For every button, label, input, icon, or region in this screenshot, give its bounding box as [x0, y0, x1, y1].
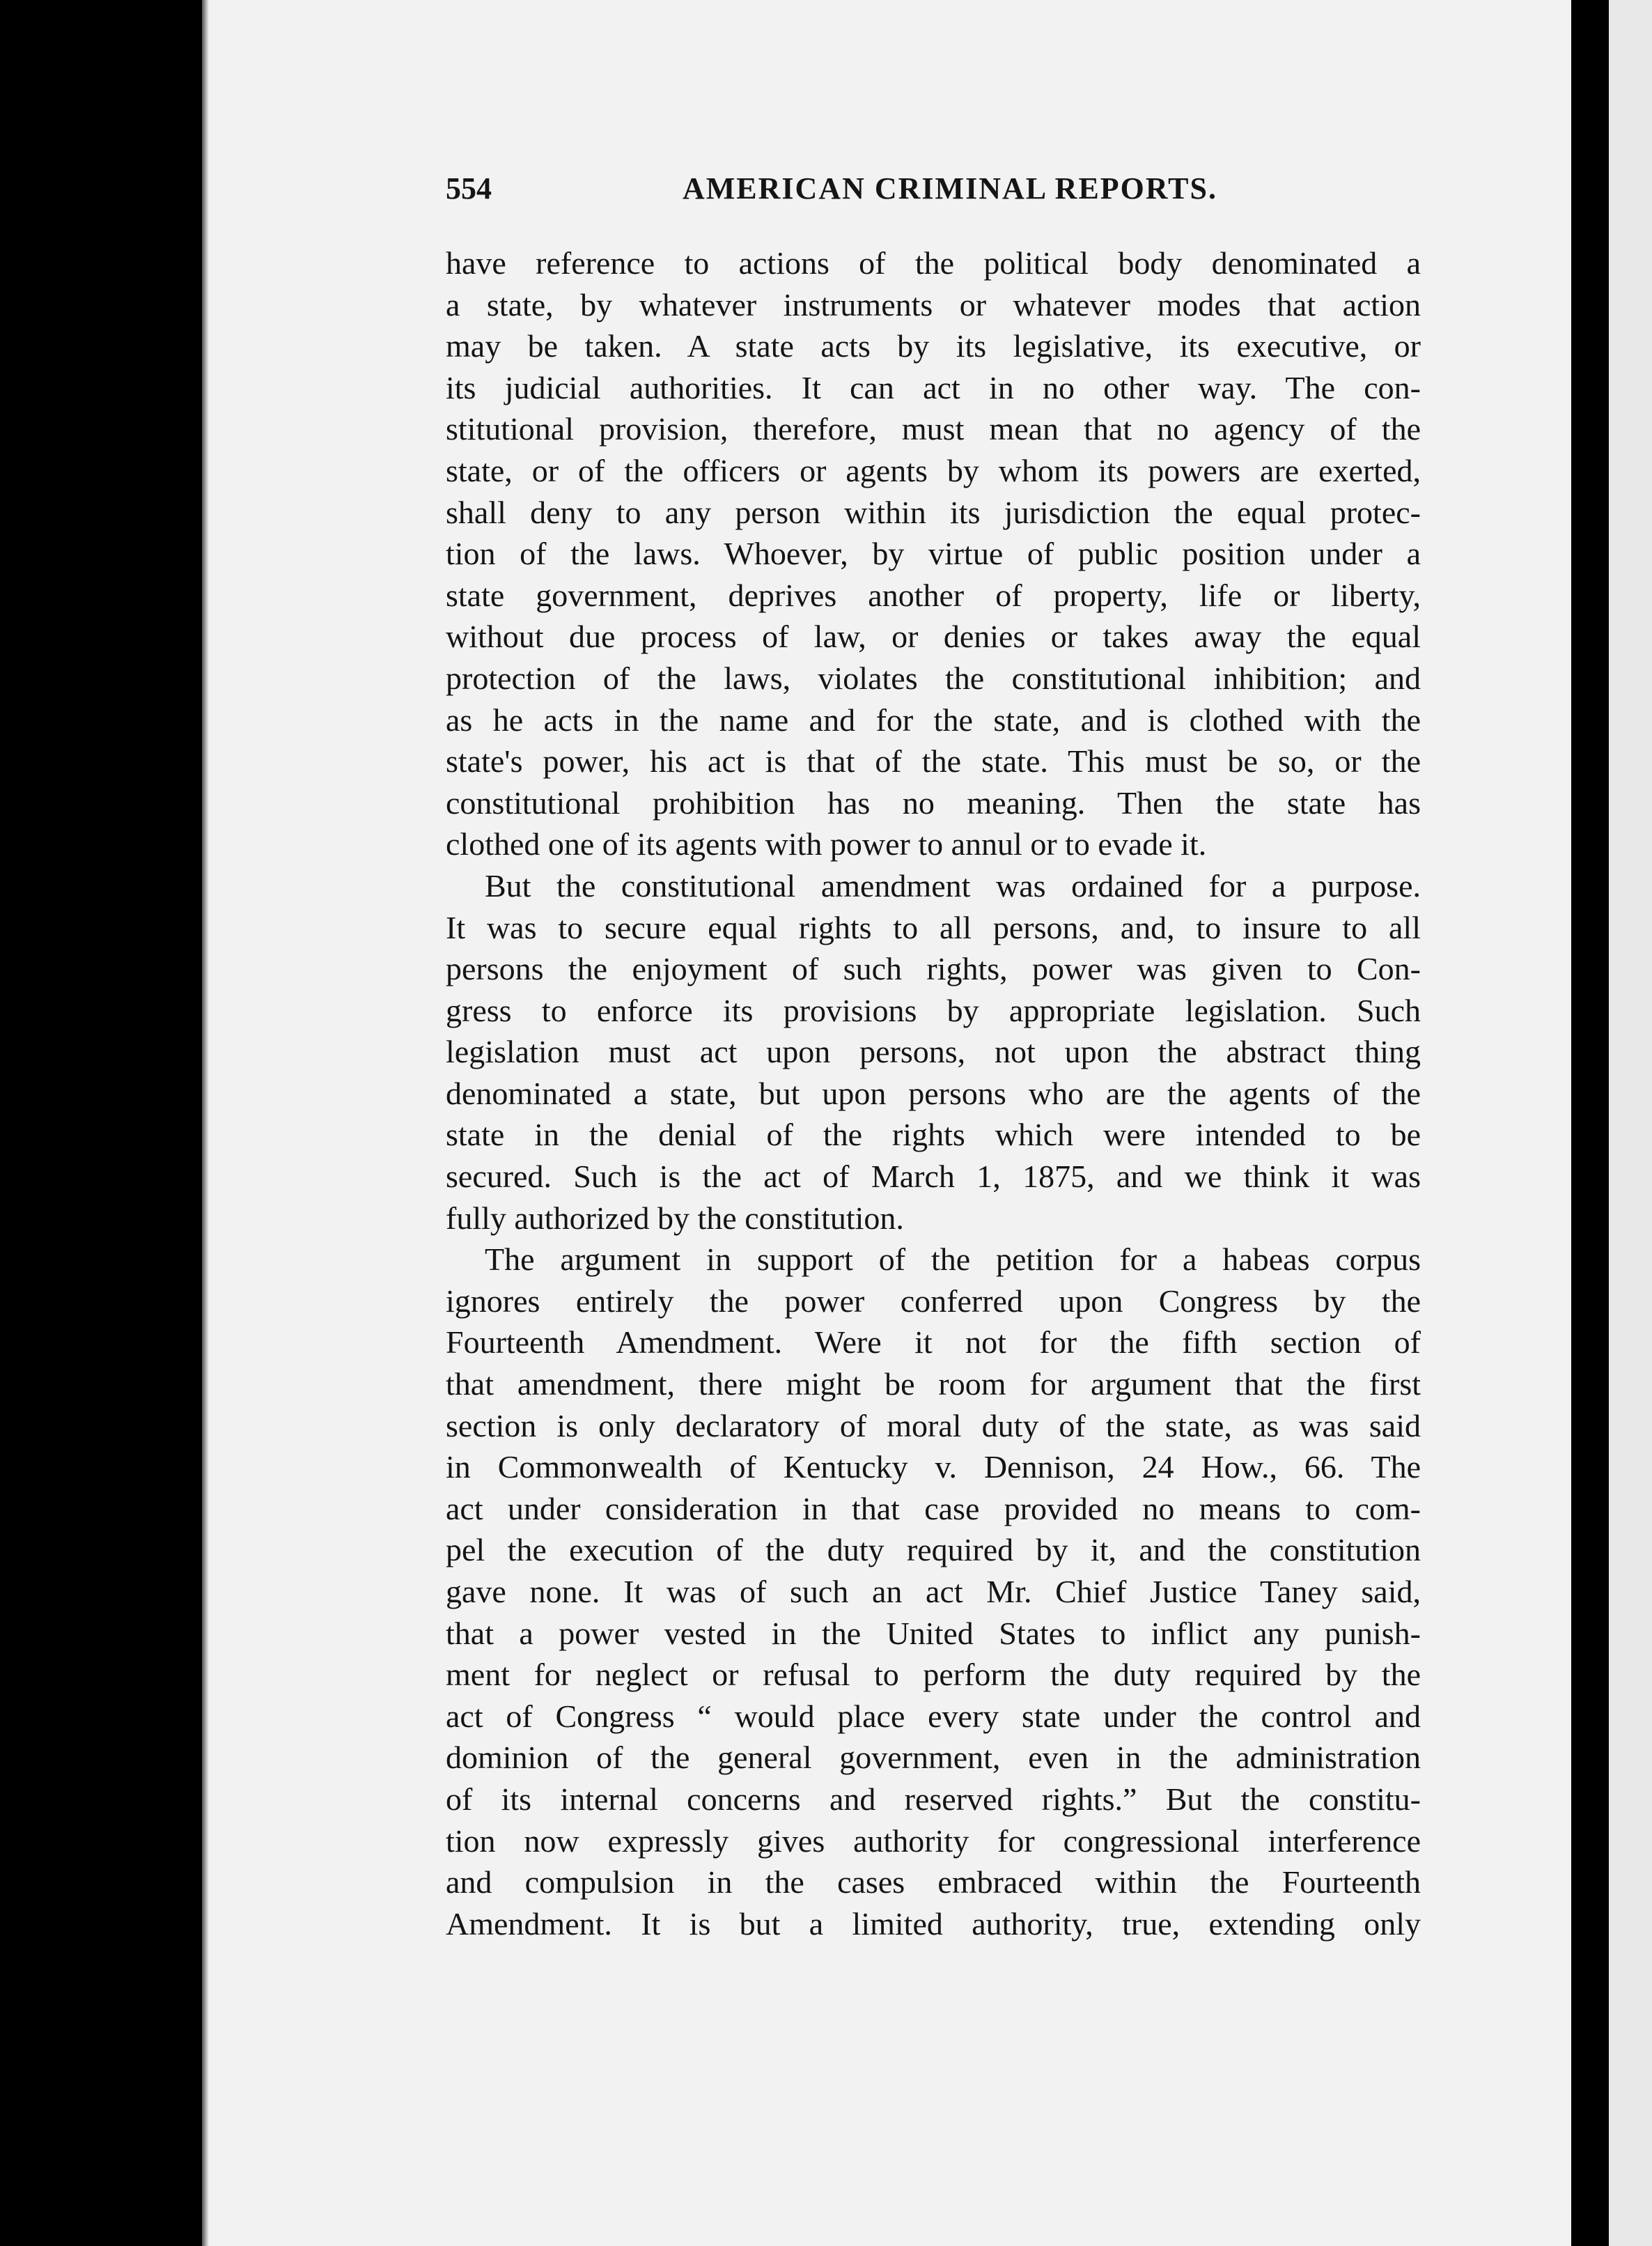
- text-line: its judicial authorities. It can act in no other way. The con-: [446, 369, 1421, 405]
- text-line: It was to secure equal rights to all persons, and, to insure to all: [446, 909, 1421, 945]
- text-line: ment for neglect or refusal to perform the duty required by the: [446, 1657, 1421, 1693]
- text-line: gave none. It was of such an act Mr. Chief Justice Taney said,: [446, 1574, 1421, 1609]
- text-line: a state, by whatever instruments or whatever modes that action: [446, 286, 1421, 323]
- paragraph-2: [446, 865, 1421, 1239]
- body-text: [446, 242, 1421, 1944]
- text-line: constitutional prohibition has no meaning. Then the state has: [446, 784, 1421, 821]
- text-line: state, or of the officers or agents by whom its powers are exerted,: [446, 452, 1421, 488]
- running-title: AMERICAN CRIMINAL REPORTS.: [683, 171, 1217, 206]
- text-line: act of Congress “ would place every state under the control and: [446, 1698, 1421, 1734]
- text-line: have reference to actions of the political body denominated a: [446, 245, 1421, 281]
- text-line: in Commonwealth of Kentucky v. Dennison, 24 How., 66. The: [446, 1449, 1421, 1485]
- text-line: that a power vested in the United States to inflict any punish-: [446, 1615, 1421, 1651]
- paragraph-1: [446, 242, 1421, 865]
- text-line: ignores entirely the power conferred upon Congress by the: [446, 1283, 1421, 1319]
- text-line: shall deny to any person within its jurisdiction the equal protec-: [446, 494, 1421, 530]
- text-line: Fourteenth Amendment. Were it not for the fifth section of: [446, 1324, 1421, 1361]
- text-line: of its internal concerns and reserved rights.” But the constitu-: [446, 1781, 1421, 1817]
- text-line: may be taken. A state acts by its legislative, its executive, or: [446, 328, 1421, 364]
- text-line: that amendment, there might be room for argument that the first: [446, 1366, 1421, 1402]
- text-line: act under consideration in that case provided no means to com-: [446, 1490, 1421, 1526]
- page-number: 554: [446, 171, 492, 206]
- text-line: dominion of the general government, even in the administration: [446, 1740, 1421, 1776]
- next-page-edge: [1609, 0, 1652, 2246]
- text-line: tion of the laws. Whoever, by virtue of public position under a: [446, 536, 1421, 572]
- text-line: But the constitutional amendment was ordained for a purpose.: [485, 867, 1421, 904]
- text-line: state's power, his act is that of the state. This must be so, or the: [446, 743, 1421, 780]
- text-line: Amendment. It is but a limited authority, true, extending only: [446, 1905, 1421, 1942]
- text-line: state in the denial of the rights which were intended to be: [446, 1117, 1421, 1153]
- text-line: fully authorized by the constitution.: [446, 1200, 904, 1236]
- text-line: tion now expressly gives authority for congressional interference: [446, 1822, 1421, 1859]
- gutter-shadow: [202, 0, 209, 2246]
- text-line: The argument in support of the petition for a habeas corpus: [485, 1241, 1421, 1278]
- text-line: section is only declaratory of moral duty of the state, as was said: [446, 1407, 1421, 1443]
- text-line: state government, deprives another of property, life or liberty,: [446, 577, 1421, 613]
- text-line: as he acts in the name and for the state, and is clothed with the: [446, 702, 1421, 738]
- text-line: clothed one of its agents with power to annul or to evade it.: [446, 826, 1207, 862]
- text-line: legislation must act upon persons, not upon the abstract thing: [446, 1034, 1421, 1070]
- paragraph-3: [446, 1239, 1421, 1944]
- text-line: pel the execution of the duty required by it, and the constitution: [446, 1532, 1421, 1568]
- text-line: stitutional provision, therefore, must mean that no agency of the: [446, 411, 1421, 447]
- text-line: secured. Such is the act of March 1, 1875, and we think it was: [446, 1159, 1421, 1195]
- text-line: denominated a state, but upon persons who are the agents of the: [446, 1075, 1421, 1111]
- text-line: protection of the laws, violates the constitutional inhibition; and: [446, 660, 1421, 696]
- text-line: and compulsion in the cases embraced within the Fourteenth: [446, 1864, 1421, 1900]
- text-line: gress to enforce its provisions by appropriate legislation. Such: [446, 992, 1421, 1028]
- running-head: [446, 171, 1421, 219]
- text-line: persons the enjoyment of such rights, power was given to Con-: [446, 951, 1421, 987]
- text-line: without due process of law, or denies or takes away the equal: [446, 619, 1421, 655]
